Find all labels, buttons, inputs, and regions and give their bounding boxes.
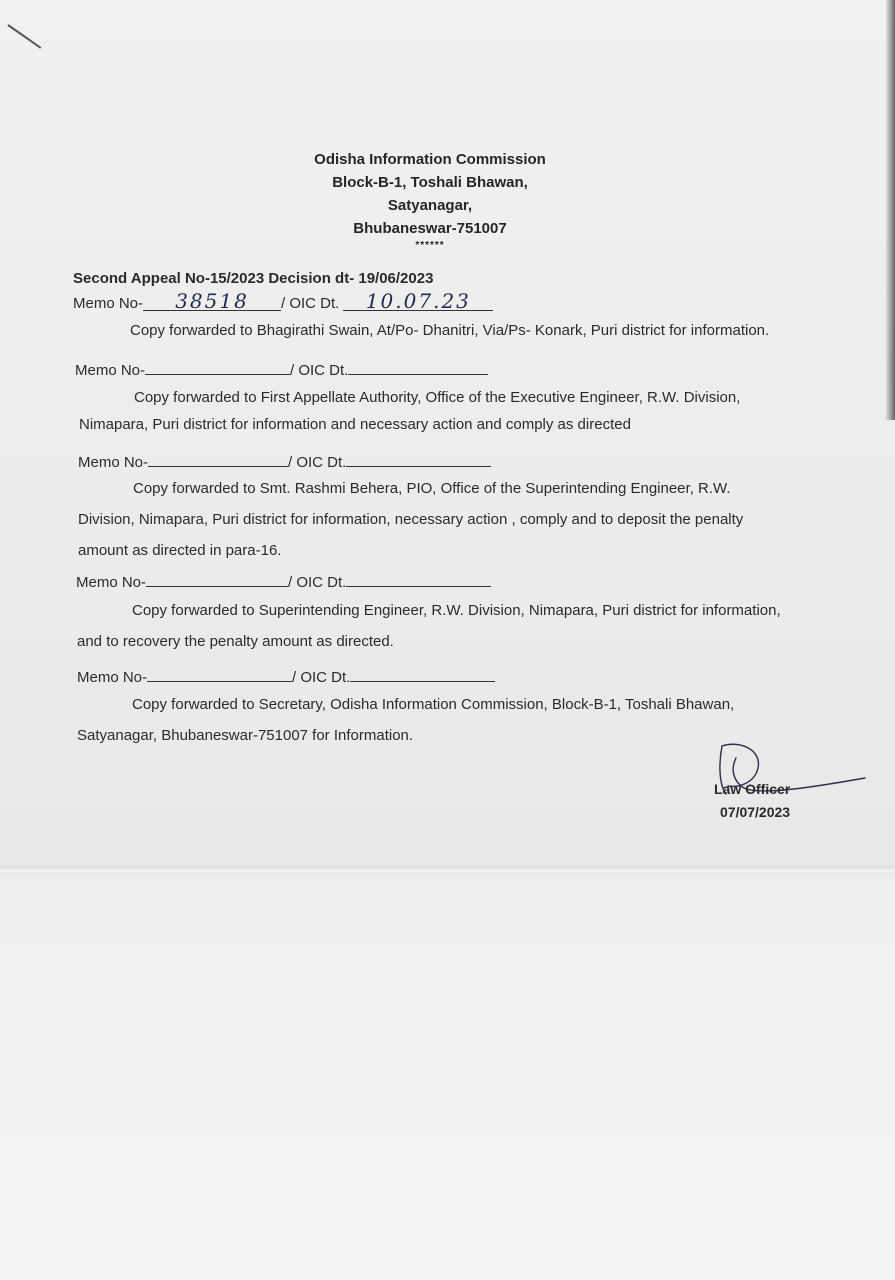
memo-row-4 — [76, 572, 491, 591]
memo-label: Memo No- — [78, 454, 149, 471]
paragraph-5-line-2: Satyanagar, Bhubaneswar-751007 for Information. — [77, 727, 414, 744]
paragraph-5 — [77, 689, 795, 751]
memo-number-blank — [148, 452, 288, 467]
paragraph-2 — [79, 382, 779, 440]
oic-label: / OIC Dt. — [288, 454, 347, 471]
paragraph-3-line-1: Copy forwarded to Smt. Rashmi Behera, PIO, Office of the Superintending Engineer, R.W. — [133, 480, 731, 497]
memo-number-handwritten: 38518 — [143, 292, 281, 311]
memo-row-5 — [77, 667, 495, 686]
signature-date: 07/07/2023 — [720, 804, 791, 820]
org-name: Odisha Information Commission — [314, 151, 546, 168]
signatory-title: Law Officer — [714, 781, 791, 797]
appeal-line: Second Appeal No-15/2023 Decision dt- 19/06/2023 — [73, 270, 434, 287]
memo-row-3 — [78, 452, 491, 471]
memo-number-blank — [147, 667, 292, 682]
oic-date-handwritten: 10.07.23 — [343, 292, 493, 311]
memo-number-blank — [146, 572, 288, 587]
paragraph-4-line-2: and to recovery the penalty amount as directed. — [77, 633, 394, 650]
oic-label: / OIC Dt. — [281, 295, 340, 312]
memo-row-2 — [75, 360, 488, 379]
memo-label: Memo No- — [77, 669, 148, 686]
oic-date-blank — [346, 572, 491, 587]
paragraph-1: Copy forwarded to Bhagirathi Swain, At/Po- Dhanitri, Via/Ps- Konark, Puri district for information. — [130, 322, 770, 339]
oic-label: / OIC Dt. — [290, 362, 349, 379]
memo-row-1 — [73, 289, 493, 313]
oic-date-blank — [350, 667, 495, 682]
paragraph-4 — [77, 595, 792, 657]
signature-block — [700, 738, 870, 838]
paragraph-5-line-1: Copy forwarded to Secretary, Odisha Information Commission, Block-B-1, Toshali Bhawan, — [132, 696, 735, 713]
oic-label: / OIC Dt. — [288, 574, 347, 591]
memo-label: Memo No- — [73, 295, 144, 312]
paragraph-4-line-1: Copy forwarded to Superintending Engineer, R.W. Division, Nimapara, Puri district for information, — [132, 602, 781, 619]
memo-label: Memo No- — [75, 362, 146, 379]
oic-label: / OIC Dt. — [292, 669, 351, 686]
org-address-line-2: Satyanagar, — [387, 197, 473, 214]
oic-date-blank — [348, 360, 488, 375]
oic-date-blank — [346, 452, 491, 467]
memo-label: Memo No- — [76, 574, 147, 591]
memo-number-blank — [145, 360, 290, 375]
paragraph-2-line-2: Nimapara, Puri district for information and necessary action and comply as directed — [79, 416, 631, 433]
handwritten-signature-icon — [700, 738, 870, 808]
paragraph-3-line-2: Division, Nimapara, Puri district for information, necessary action , comply and to deposit the penalty — [78, 511, 744, 528]
paragraph-3 — [78, 473, 786, 566]
paragraph-3-line-3: amount as directed in para-16. — [78, 542, 282, 559]
org-address-line-3: Bhubaneswar-751007 — [353, 220, 507, 237]
header-stars: ****** — [415, 240, 445, 251]
paragraph-2-line-1: Copy forwarded to First Appellate Authority, Office of the Executive Engineer, R.W. Division, — [134, 389, 741, 406]
org-address-line-1: Block-B-1, Toshali Bhawan, — [332, 174, 528, 191]
